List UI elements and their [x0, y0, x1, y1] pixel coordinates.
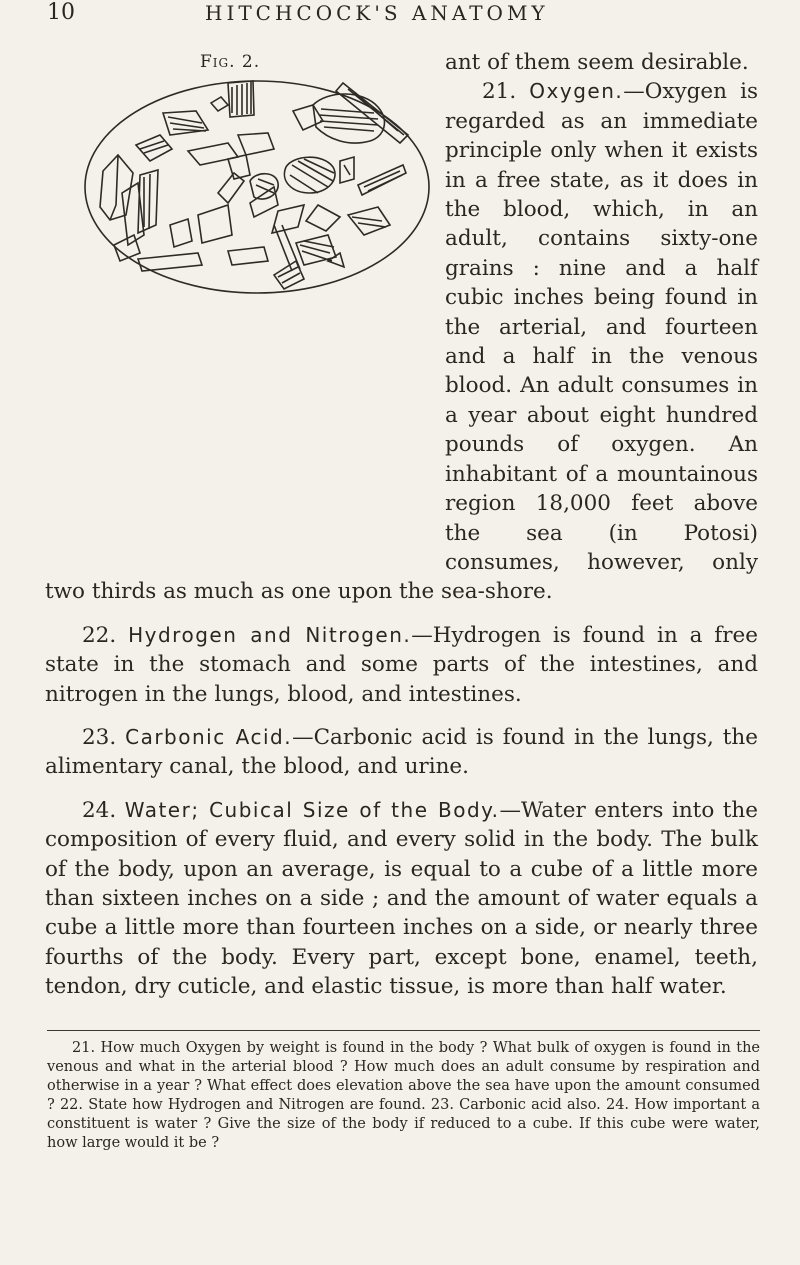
- page-number: 10: [47, 0, 75, 25]
- section-21-text: —Oxygen is regarded as an immediate principle only when it exists in a free state, as it does in the blood, which, in an adult, contains sixty-one grains : nine and a half cubic inches being found in the arterial, and fourteen and a half in the venous blood. An adult consumes in a year about eight hundred pounds of oxygen. An inhabitant of a mountainous region 18,000 feet above the sea (in Potosi) consumes, however, only two thirds as much as one upon the sea-shore.: [45, 79, 758, 605]
- section-22-title: Hydrogen and Nitrogen.: [128, 622, 412, 647]
- section-22-number: 22.: [82, 622, 117, 648]
- section-21-title: Oxygen.: [529, 79, 624, 104]
- section-24: [45, 796, 758, 1002]
- section-23-text: —Carbonic acid is found in the lungs, the alimentary canal, the blood, and urine.: [45, 724, 758, 780]
- section-21-number: 21.: [482, 79, 517, 105]
- section-24-text: —Water enters into the composition of every fluid, and every solid in the body. The bulk of the body, upon an average, is equal to a cube of a little more than sixteen inches on a side ; and the amount of water equals a cube a little more than fourteen inches on a side, or nearly three fourths of the body. Every part, except bone, enamel, teeth, tendon, dry cuticle, and elastic tissue, is more than half water.: [45, 797, 758, 1000]
- section-23: [45, 723, 758, 782]
- review-questions: [47, 1039, 760, 1153]
- section-24-title: Water; Cubical Size of the Body.: [124, 797, 500, 822]
- section-22: [45, 621, 758, 709]
- section-23-title: Carbonic Acid.: [125, 724, 293, 749]
- figure-spacer: [45, 48, 445, 556]
- body-text: [45, 48, 758, 1002]
- section-23-number: 23.: [82, 724, 117, 750]
- section-24-number: 24.: [82, 797, 117, 823]
- section-22-text: —Hydrogen is found in a free state in the stomach and some parts of the intestines, and nitrogen in the lungs, blood, and intestines.: [45, 622, 758, 707]
- intro-paragraph: ant of them seem desirable.: [445, 50, 749, 75]
- figure-label: Fig. 2.: [200, 52, 261, 72]
- running-head: HITCHCOCK'S ANATOMY: [205, 1, 549, 25]
- questions-text: 21. How much Oxygen by weight is found in the body ? What bulk of oxygen is found in the venous and what in the arterial blood ? How much does an adult consume by respiration and otherwise in a year ? What effect does elevation above the sea have upon the amount consumed ? 22. State how Hydrogen and Nitrogen are found. 23. Carbonic acid also. 24. How important a constituent is water ? Give the size of the body if reduced to a cube. If this cube were water, how large would it be ?: [47, 1040, 760, 1151]
- footnote-rule: [47, 1030, 760, 1031]
